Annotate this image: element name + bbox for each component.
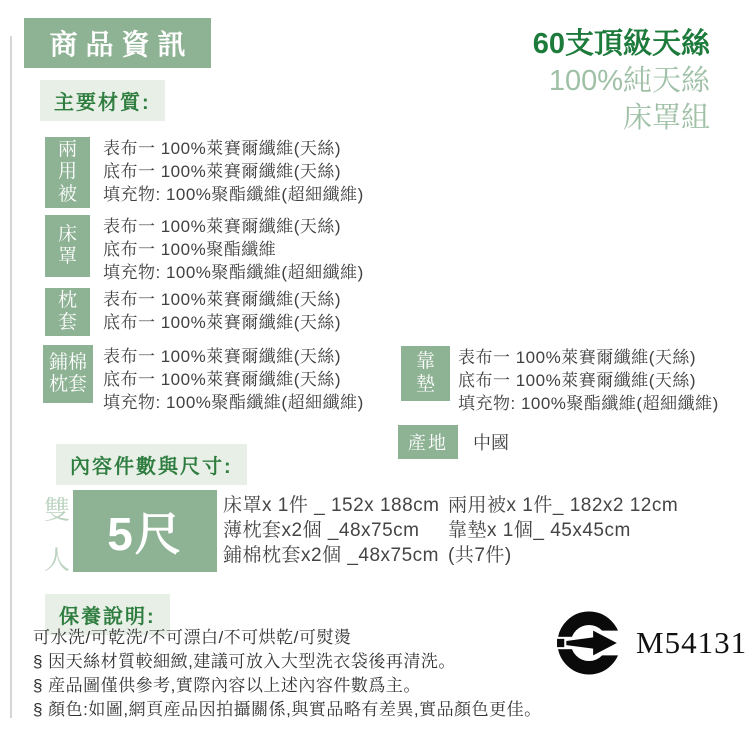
bsmi-inspection-mark-icon [556, 610, 622, 676]
material-lines-cushion [458, 346, 719, 415]
materials-heading: 主要材質: [40, 80, 165, 121]
material-line: 底布一 100%萊賽爾纖維(天絲) [103, 370, 342, 389]
size-side-label-top: 雙 [44, 495, 71, 525]
product-headline [533, 26, 710, 137]
size-item: 薄枕套x2個 _48x75cm [223, 520, 420, 541]
material-section-duvet [45, 137, 364, 208]
size-side-label-bottom: 人 [44, 545, 71, 575]
size-item: 床罩x 1件 _ 152x 188cm [223, 495, 440, 516]
headline-line1: 60支頂級天絲 [532, 28, 710, 60]
material-section-padded-pillowcase [43, 345, 364, 414]
origin-label: 產地 [398, 425, 458, 459]
material-label-duvet: 兩用被 [45, 137, 90, 208]
material-line: 表布一 100%萊賽爾纖維(天絲) [103, 290, 342, 309]
headline-line3: 床罩組 [622, 102, 710, 134]
size-item: 兩用被x 1件_ 182x2 12cm [448, 495, 679, 516]
material-line: 表布一 100%萊賽爾纖維(天絲) [103, 139, 342, 158]
page-title: 商品資訊 [24, 18, 211, 68]
material-line: 填充物: 100%聚酯纖維(超細纖維) [103, 185, 364, 204]
size-box: 5尺 [73, 490, 217, 572]
care-line: § 産品圖僅供參考,實際內容以上述內容件數爲主。 [33, 676, 421, 695]
origin-row [398, 425, 509, 459]
origin-value: 中國 [473, 433, 509, 453]
material-section-bedcover [45, 215, 364, 284]
care-line: 可水洗/可乾洗/不可漂白/不可烘乾/可熨燙 [33, 628, 352, 647]
size-item: 靠墊x 1個_ 45x45cm [448, 520, 631, 541]
certification-code: M54131 [636, 625, 748, 660]
material-line: 表布一 100%萊賽爾纖維(天絲) [103, 217, 342, 236]
material-label-bedcover: 床罩 [45, 215, 90, 277]
material-line: 底布一 100%萊賽爾纖維(天絲) [458, 371, 697, 390]
material-section-pillowcase [45, 288, 341, 336]
left-border-rule [10, 36, 12, 718]
care-line: § 因天絲材質較細緻,建議可放入大型洗衣袋後再清洗。 [33, 652, 456, 671]
material-lines-pillowcase [103, 288, 341, 334]
material-lines-bedcover [103, 215, 364, 284]
material-line: 表布一 100%萊賽爾纖維(天絲) [458, 348, 697, 367]
certification [556, 610, 747, 676]
material-line: 底布一 100%萊賽爾纖維(天絲) [103, 162, 342, 181]
material-line: 填充物: 100%聚酯纖維(超細纖維) [103, 393, 364, 412]
material-label-cushion: 靠墊 [401, 346, 450, 401]
care-line: § 顏色:如圖,網頁産品因拍攝關係,與實品略有差異,實品顏色更佳。 [33, 700, 542, 719]
size-column-1 [223, 493, 439, 568]
material-label-padded-pillowcase: 鋪棉枕套 [43, 345, 93, 403]
material-label-pillowcase: 枕套 [45, 288, 90, 336]
material-section-cushion [401, 346, 719, 415]
care-instructions [33, 626, 542, 722]
material-line: 底布一 100%萊賽爾纖維(天絲) [103, 313, 342, 332]
size-item: (共7件) [448, 545, 512, 566]
material-line: 表布一 100%萊賽爾纖維(天絲) [103, 347, 342, 366]
material-line: 底布一 100%聚酯纖維 [103, 240, 277, 259]
headline-line2: 100%純天絲 [548, 65, 710, 97]
size-item: 鋪棉枕套x2個 _48x75cm [223, 545, 440, 566]
material-line: 填充物: 100%聚酯纖維(超細纖維) [103, 263, 364, 282]
size-column-2 [448, 493, 678, 568]
material-lines-padded-pillowcase [103, 345, 364, 414]
material-lines-duvet [103, 137, 364, 206]
care-heading: 保養說明: [45, 594, 170, 635]
contents-heading: 內容件數與尺寸: [56, 444, 247, 485]
material-line: 填充物: 100%聚酯纖維(超細纖維) [458, 394, 719, 413]
